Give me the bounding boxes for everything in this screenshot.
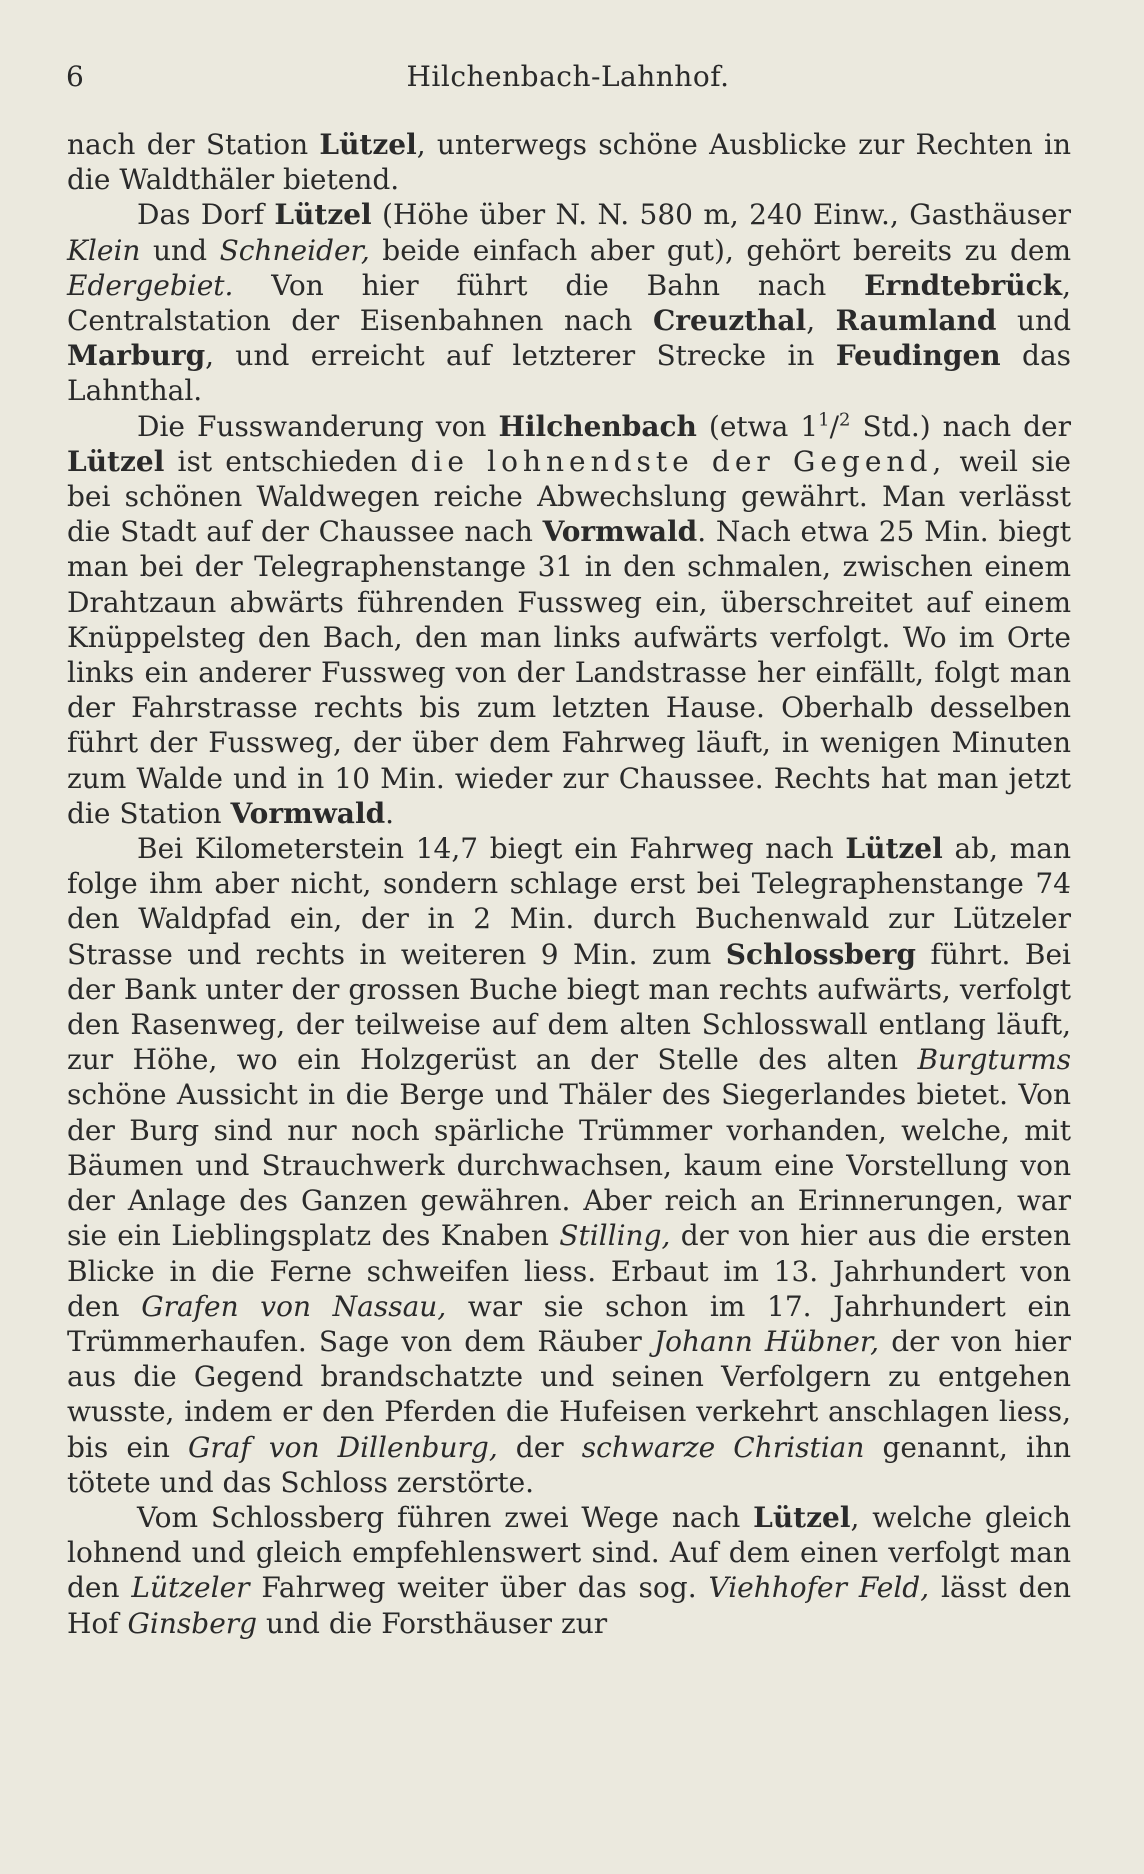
text-run: weil sie bei schönen Waldwegen reiche Abwechslung gewährt. Man verlässt die Stadt auf der Chaussee nach [67, 444, 1071, 549]
text-run: Std.) nach der [850, 409, 1071, 443]
place-name: Creuzthal [653, 304, 807, 338]
place-name: Vormwald [542, 515, 698, 549]
paragraph [67, 197, 1071, 408]
italic-term: Ginsberg [127, 1606, 258, 1640]
place-name: Lützel [67, 444, 165, 478]
page-header [66, 60, 1070, 100]
place-name: Lützel [753, 1500, 851, 1534]
text-run: , und erreicht auf letzterer Strecke in [205, 339, 836, 373]
text-run: genannt, ihn tötete und das Schloss zerstörte. [67, 1430, 1072, 1499]
text-run: , welche gleich lohnend und gleich empfehlenswert sind. Auf dem einen verfolgt man den [67, 1500, 1071, 1605]
body-text [67, 127, 1071, 1641]
italic-term: Grafen von Nassau, [141, 1289, 447, 1323]
text-run: . Nach etwa 25 Min. biegt man bei der Telegraphenstange 31 in den schmalen, zwischen einem Drahtzaun abwärts führenden Fussweg ein, überschreitet auf einem Knüppelsteg den Bach, den man links aufwärts verfolgt. Wo im Orte links ein anderer Fussweg von der Landstrasse her einfällt, folgt man der Fahrstrasse rechts bis zum letzten Hause. Oberhalb desselben führt der Fussweg, der über dem Fahrweg läuft, in wenigen Minuten zum Walde und in 10 Min. wieder zur Chaussee. Rechts hat man jetzt die Station [67, 515, 1071, 830]
paragraph [67, 409, 1071, 831]
text-run: / [829, 409, 840, 443]
paragraph [67, 127, 1071, 197]
italic-term: Johann Hübner, [653, 1324, 880, 1358]
text-run: Vom Schlossberg führen zwei Wege nach [137, 1500, 754, 1534]
italic-term: Klein [67, 233, 141, 267]
text-run: und die Forsthäuser zur [257, 1606, 608, 1640]
page-number: 6 [66, 60, 84, 93]
place-name: Erndtebrück [864, 268, 1063, 302]
italic-term: schwarze Christian [581, 1430, 865, 1464]
text-run: Von hier führt die Bahn nach [233, 268, 865, 302]
place-name: Lützel [274, 198, 372, 232]
text-run: der von hier aus die Gegend brandschatzte und seinen Verfolgern zu entgehen wusste, indem er den Pferden die Hufeisen verkehrt anschlagen liess, bis ein [67, 1324, 1072, 1464]
text-run: , Centralstation der Eisenbahnen nach [67, 268, 1071, 338]
text-run: Das Dorf [137, 198, 275, 232]
italic-term: Burgturms [917, 1043, 1071, 1077]
text-run: , unterwegs schöne Ausblicke zur Rechten in die Waldthäler bietend. [67, 128, 1072, 197]
italic-term: Schneider, [219, 233, 370, 267]
text-run: Fahrweg weiter über das sog. [249, 1571, 709, 1605]
italic-term: Viehhofer Feld, [708, 1571, 930, 1605]
paragraph [67, 1500, 1071, 1641]
text-run: und [996, 304, 1071, 338]
text-run: lässt den Hof [67, 1571, 1071, 1640]
place-name: Schlossberg [725, 937, 916, 971]
place-name: Marburg [67, 339, 206, 373]
text-run: Die Fusswanderung von [137, 409, 499, 443]
text-run: , [806, 304, 836, 338]
text-run: schöne Aussicht in die Berge und Thäler des Siegerlandes bietet. Von der Burg sind nur noch spärliche Trümmer vorhanden, welche, mit Bäumen und Strauchwerk durchwachsen, kaum eine Vorstellung von der Anlage des Ganzen gewähren. Aber reich an Erinnerungen, war sie ein Lieblingsplatz des Knaben [67, 1078, 1071, 1253]
text-run: (etwa 1 [696, 409, 819, 443]
place-name: Feudingen [835, 339, 1001, 373]
place-name: Vormwald [230, 796, 386, 830]
running-title: Hilchenbach-Lahnhof. [406, 60, 730, 93]
paragraph [67, 831, 1071, 1500]
place-name: Lützel [319, 128, 417, 161]
text-run: und [140, 233, 220, 267]
italic-term: Edergebiet. [67, 268, 234, 302]
text-run: der [497, 1430, 582, 1464]
text-run: (Höhe über N. N. 580 m, 240 Einw., Gasthäuser [371, 198, 1071, 232]
fraction-part: 2 [839, 409, 851, 431]
text-run: ab, man folge ihm aber nicht, sondern schlage erst bei Telegraphenstange 74 den Waldpfad ein, der in 2 Min. durch Buchenwald zur Lützeler Strasse und rechts in weiteren 9 Min. zum [67, 832, 1071, 971]
text-run: Bei Kilometerstein 14,7 biegt ein Fahrweg nach [137, 832, 846, 866]
text-run: nach der Station [67, 128, 320, 161]
text-run: der von hier aus die ersten Blicke in die Ferne schweifen liess. Erbaut im 13. Jahrhundert von den [67, 1219, 1071, 1323]
place-name: Raumland [835, 304, 997, 338]
place-name: Hilchenbach [498, 409, 697, 443]
italic-term: Lützeler [131, 1571, 250, 1605]
text-run: führt. Bei der Bank unter der grossen Buche biegt man rechts aufwärts, verfolgt den Rasenweg, der teilweise auf dem alten Schlosswall entlang läuft, zur Höhe, wo ein Holzgerüst an der Stelle des alten [67, 937, 1071, 1077]
place-name: Lützel [845, 832, 943, 866]
text-run: war sie schon im 17. Jahrhundert ein Trümmerhaufen. Sage von dem Räuber [67, 1289, 1071, 1358]
italic-term: Stilling, [559, 1219, 671, 1253]
text-run: . [385, 796, 395, 830]
text-run: ist entschieden [164, 444, 411, 478]
italic-term: Graf von Dillenburg, [187, 1430, 498, 1464]
text-run: das Lahnthal. [67, 339, 1072, 408]
text-run: beide einfach aber gut), gehört bereits zu dem [369, 233, 1071, 267]
spaced-emphasis: die lohnendste der Gegend, [410, 444, 947, 478]
fraction-part: 1 [818, 409, 830, 431]
